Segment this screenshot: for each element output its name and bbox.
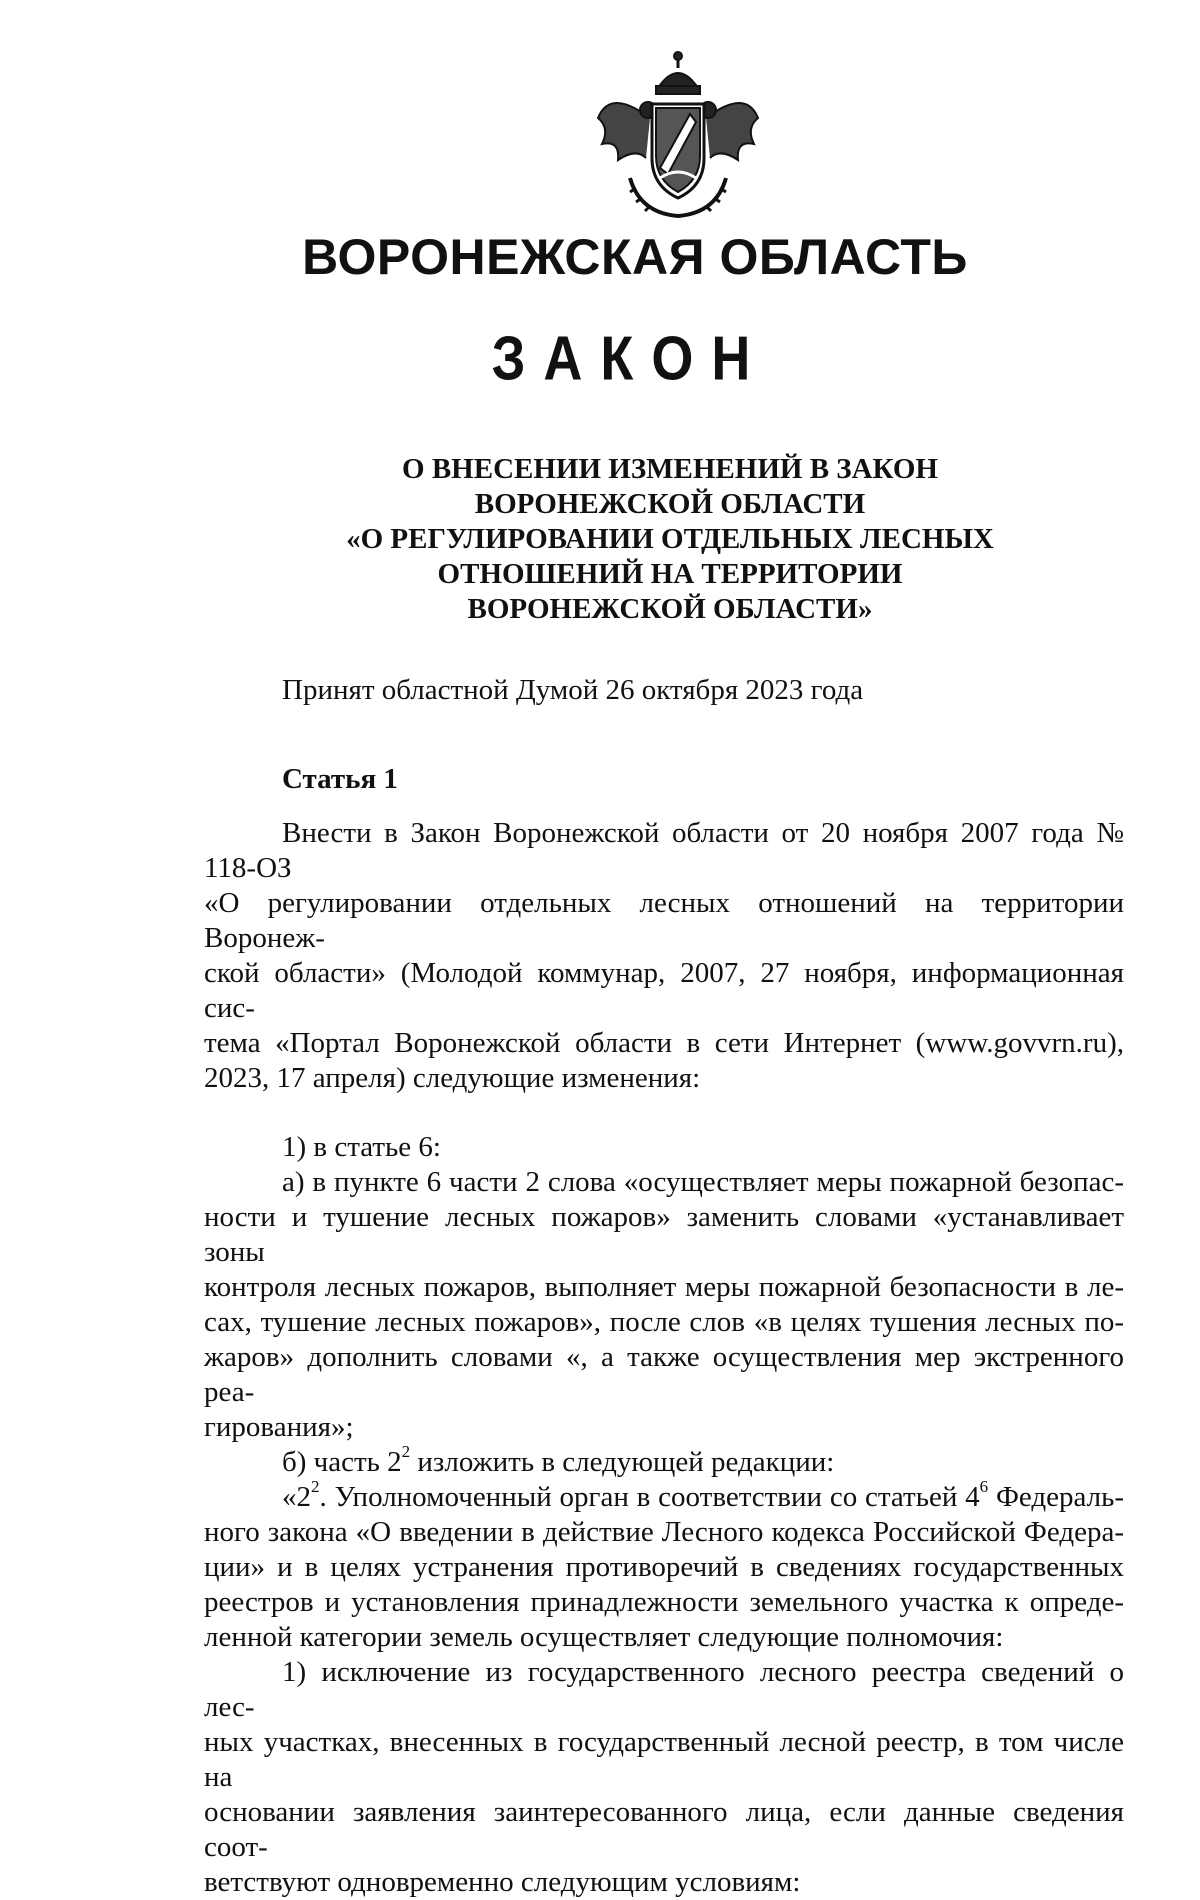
adoption-date: Принят областной Думой 26 октября 2023 года	[282, 674, 864, 706]
superscript: 6	[979, 1477, 989, 1497]
body-line: Внести в Закон Воронежской области от 20 ноября 2007 года № 118-ОЗ	[204, 817, 1124, 884]
law-title-line: «О РЕГУЛИРОВАНИИ ОТДЕЛЬНЫХ ЛЕСНЫХ	[346, 523, 994, 555]
body-line: ции» и в целях устранения противоречий в сведениях государственных	[204, 1551, 1124, 1583]
body-line: жаров» дополнить словами «, а также осуществления мер экстренного реа-	[204, 1341, 1124, 1408]
body-text: б) часть 2	[282, 1446, 402, 1478]
article-body	[204, 816, 1124, 1900]
article-heading: Статья 1	[282, 763, 398, 795]
law-title-line: ОТНОШЕНИЙ НА ТЕРРИТОРИИ	[437, 558, 903, 590]
body-line: «О регулировании отдельных лесных отношений на территории Воронеж-	[204, 887, 1124, 954]
body-line: 1) в статье 6:	[282, 1131, 441, 1163]
body-line: ской области» (Молодой коммунар, 2007, 27 ноября, информационная сис-	[204, 957, 1124, 1024]
superscript: 2	[401, 1442, 411, 1462]
region-name: ВОРОНЕЖСКАЯ ОБЛАСТЬ	[302, 229, 968, 285]
document-type: ЗАКОН	[491, 324, 769, 394]
body-line: ности и тушение лесных пожаров» заменить словами «устанавливает зоны	[204, 1201, 1124, 1268]
body-line: а) в пункте 6 части 2 слова «осуществляет меры пожарной безопас-	[282, 1166, 1124, 1198]
body-line: сах, тушение лесных пожаров», после слов «в целях тушения лесных по-	[204, 1306, 1124, 1338]
body-text: . Уполномоченный орган в соответствии со статьей 4	[319, 1481, 980, 1513]
body-text: изложить в следующей редакции:	[410, 1446, 835, 1478]
body-text: «2	[282, 1481, 311, 1513]
body-line: основании заявления заинтересованного лица, если данные сведения соот-	[204, 1796, 1124, 1863]
body-line: гирования»;	[204, 1411, 354, 1443]
body-line: тема «Портал Воронежской области в сети Интернет (www.govvrn.ru),	[204, 1027, 1124, 1059]
law-title	[300, 452, 1040, 627]
body-line: ветствуют одновременно следующим условиям:	[204, 1866, 801, 1898]
law-title-line: ВОРОНЕЖСКОЙ ОБЛАСТИ	[474, 488, 866, 520]
body-line: 2023, 17 апреля) следующие изменения:	[204, 1062, 701, 1094]
body-text: Федераль-	[988, 1481, 1124, 1513]
superscript: 2	[311, 1477, 320, 1497]
body-line	[204, 1477, 1124, 1515]
body-line: ленной категории земель осуществляет следующие полномочия:	[204, 1621, 1004, 1653]
body-line: реестров и установления принадлежности земельного участка к опреде-	[204, 1586, 1124, 1618]
law-title-line: ВОРОНЕЖСКОЙ ОБЛАСТИ»	[467, 593, 873, 625]
body-line: контроля лесных пожаров, выполняет меры пожарной безопасности в ле-	[204, 1271, 1124, 1303]
law-title-line: О ВНЕСЕНИИ ИЗМЕНЕНИЙ В ЗАКОН	[402, 453, 938, 485]
coat-of-arms-emblem	[590, 48, 766, 224]
body-line: ных участках, внесенных в государственный лесной реестр, в том числе на	[204, 1726, 1124, 1793]
body-line: ного закона «О введении в действие Лесного кодекса Российской Федера-	[204, 1516, 1124, 1548]
body-line: 1) исключение из государственного лесного реестра сведений о лес-	[204, 1656, 1124, 1723]
body-line	[204, 1442, 1124, 1480]
